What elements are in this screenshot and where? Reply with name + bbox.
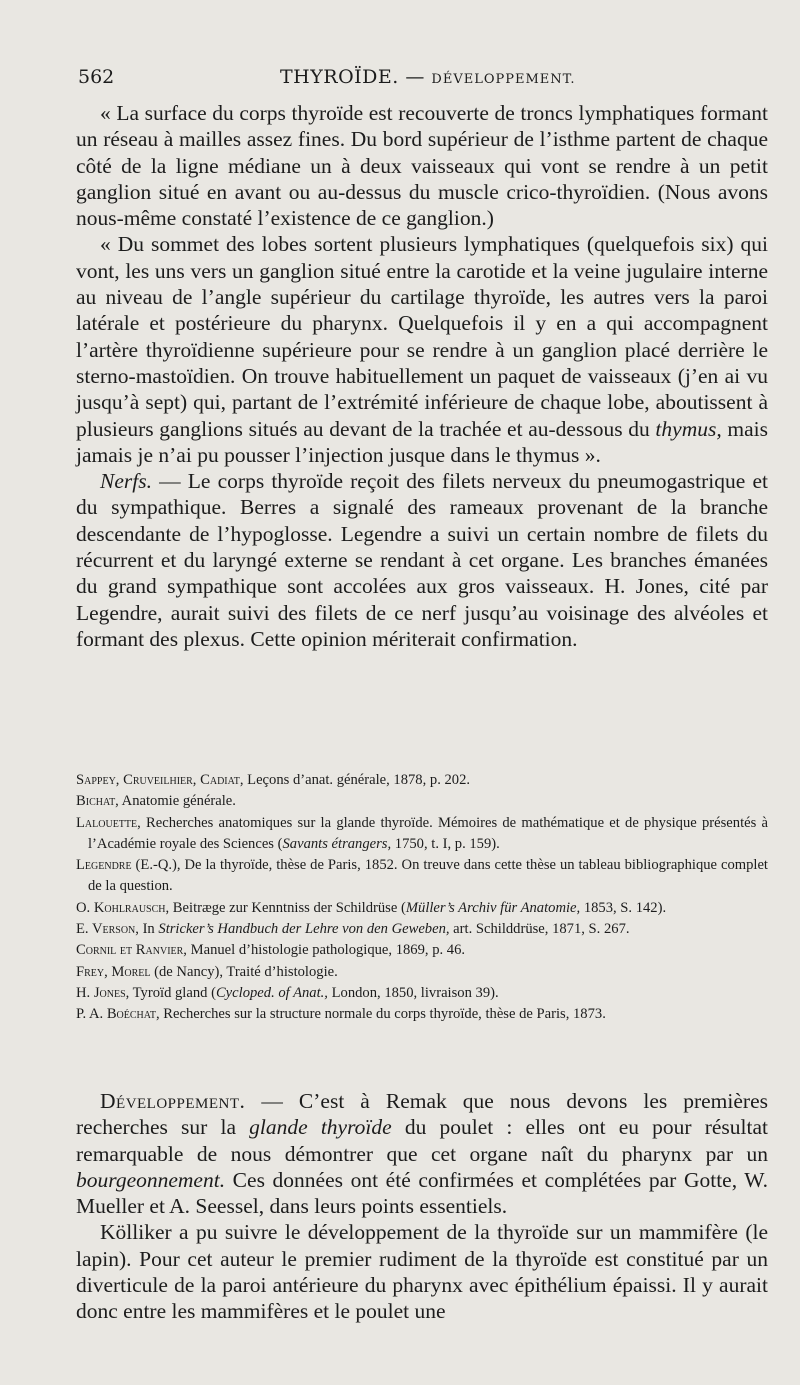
italic-term: glande thyroïde bbox=[249, 1115, 392, 1140]
ref-text: Manuel d’histologie pathologique, 1869, p. 46. bbox=[186, 942, 466, 959]
ref-author: E. Verson, bbox=[76, 921, 139, 938]
ref-text: (E.-Q.), De la thyroïde, thèse de Paris, 1852. On treuve dans cette thèse un tableau bibliographique complet de la question. bbox=[88, 857, 768, 895]
ref-author: H. Jones, bbox=[76, 984, 130, 1001]
ref-author: Sappey, Cruveilhier, Cadiat, bbox=[76, 772, 244, 788]
ref-text: In bbox=[138, 921, 159, 938]
page-number: 562 bbox=[78, 66, 115, 88]
main-text bbox=[76, 100, 768, 652]
paragraph-lymphatics-lobes bbox=[76, 231, 768, 468]
paragraph-development-remak bbox=[76, 1088, 768, 1219]
ref-title: Savants étrangers, bbox=[282, 835, 392, 852]
paragraph-lymphatics-surface: « La surface du corps thyroïde est recouverte de troncs lymphatiques formant un réseau à mailles assez fines. Du bord supérieur de l’isthme partent de chaque côté de la ligne médiane un à deux vaisseaux qui vont se rendre à un petit ganglion situé en avant ou au-dessus du muscle crico-thyroïdien. (Nous avons nous-même constaté l’existence de ce ganglion.) bbox=[76, 101, 768, 231]
paragraph-text: — C’est à Remak que nous devons les premières recherches sur la bbox=[76, 1089, 768, 1140]
ref-title: Stricker’s Handbuch der Lehre von den Geweben, bbox=[158, 921, 450, 938]
ref-title: Müller’s Archiv für Anatomie, bbox=[405, 899, 581, 916]
reference-item bbox=[76, 983, 768, 1004]
reference-item bbox=[76, 791, 768, 812]
ref-text: (de Nancy), Traité d’histologie. bbox=[150, 963, 338, 980]
paragraph-text-end: mais jamais je n’ai pu pousser l’injection jusque dans le thymus ». bbox=[76, 416, 768, 467]
title-separator: — bbox=[398, 66, 432, 88]
development-section bbox=[76, 1088, 768, 1325]
ref-tail: London, 1850, livraison 39). bbox=[327, 984, 499, 1001]
ref-text: Recherches sur la structure normale du corps thyroïde, thèse de Paris, 1873. bbox=[159, 1006, 606, 1023]
ref-text: Anatomie générale. bbox=[118, 793, 236, 810]
paragraph-nerves bbox=[76, 468, 768, 652]
paragraph-text: Ces données ont été confirmées et complétées par Gotte, W. Mueller et A. Seessel, dans leurs points essentiels. bbox=[76, 1167, 768, 1219]
paragraph-development-kolliker: Kölliker a pu suivre le développement de la thyroïde sur un mammifère (le lapin). Pour cet auteur le premier rudiment de la thyroïde est constitué par un diverticule de la paroi antérieure du pharynx avec épithélium épaissi. Il y aurait donc entre les mammifères et le poulet une bbox=[76, 1220, 768, 1324]
reference-item bbox=[76, 898, 768, 919]
ref-tail: 1750, t. I, p. 159). bbox=[391, 835, 500, 852]
title-sub: DÉVELOPPEMENT. bbox=[431, 72, 576, 87]
ref-author: Legendre bbox=[76, 857, 132, 874]
ref-author: Lalouette, bbox=[76, 814, 141, 831]
bibliography bbox=[76, 770, 768, 1026]
ref-text: Tyroïd gland ( bbox=[129, 984, 216, 1001]
ref-author: Cornil et Ranvier, bbox=[76, 942, 187, 959]
reference-item bbox=[76, 1004, 768, 1025]
ref-author: Frey, Morel bbox=[76, 963, 151, 980]
section-heading-developpement: Développement. bbox=[100, 1089, 246, 1113]
ref-tail: 1853, S. 142). bbox=[580, 899, 667, 916]
paragraph-text: « Du sommet des lobes sortent plusieurs lymphatiques (quelquefois six) qui vont, les uns vers un ganglion situé entre la carotide et la veine jugulaire interne au niveau de l’angle supérieur du cartilage thyroïde, les autres vers la paroi latérale et postérieure du pharynx. Quelquefois il y en a qui accompagnent l’artère thyroïdienne supérieure pour se rendre à un ganglion placé derrière le sterno-mastoïdien. On trouve habituellement un paquet de vaisseaux (j’en ai vu jusqu’à sept) qui, partant de l’extrémité inférieure de chaque lobe, aboutissent à plusieurs ganglions situés au devant de la trachée et au-dessous du bbox=[76, 232, 768, 441]
section-label-nerfs: Nerfs. bbox=[100, 469, 152, 494]
title-main: THYROÏDE. bbox=[280, 66, 399, 88]
ref-tail: art. Schilddrüse, 1871, S. 267. bbox=[449, 921, 630, 938]
ref-title: Cycloped. of Anat., bbox=[215, 984, 328, 1001]
ref-text: Recherches anatomiques sur la glande thyroïde. Mémoires de mathématique et de physique présentés à l’Académie royale des Sciences ( bbox=[88, 814, 768, 852]
reference-item bbox=[76, 940, 768, 961]
reference-item bbox=[76, 855, 768, 898]
running-header bbox=[78, 66, 768, 92]
paragraph-text: du poulet : elles ont eu pour résultat remarquable de nous démontrer que cet organe naît du pharynx par un bbox=[76, 1115, 768, 1166]
paragraph-text: — Le corps thyroïde reçoit des filets nerveux du pneumogastrique et du sympathique. Berres a signalé des rameaux provenant de la branche descendante de l’hypoglosse. Legendre a suivi un certain nombre de filets du récurrent et du laryngé externe se rendant à cet organe. Les branches émanées du grand sympathique sont accolées aux gros vaisseaux. H. Jones, cité par Legendre, aurait suivi des filets de ce nerf jusqu’au voisinage des alvéoles et formant des plexus. Cette opinion mériterait confirmation. bbox=[76, 469, 768, 651]
reference-item bbox=[76, 962, 768, 983]
italic-term: bourgeonnement. bbox=[76, 1167, 226, 1192]
running-title bbox=[280, 66, 576, 88]
ref-author: O. Kohlrausch, bbox=[76, 899, 170, 916]
ref-author: P. A. Boéchat, bbox=[76, 1006, 160, 1023]
reference-item bbox=[76, 919, 768, 940]
ref-text: Beitræge zur Kenntniss der Schildrüse ( bbox=[169, 899, 406, 916]
italic-term: thymus, bbox=[655, 416, 722, 441]
ref-text: Leçons d’anat. générale, 1878, p. 202. bbox=[243, 772, 471, 788]
reference-item bbox=[76, 813, 768, 856]
ref-author: Bichat, bbox=[76, 793, 119, 810]
reference-item bbox=[76, 770, 768, 791]
